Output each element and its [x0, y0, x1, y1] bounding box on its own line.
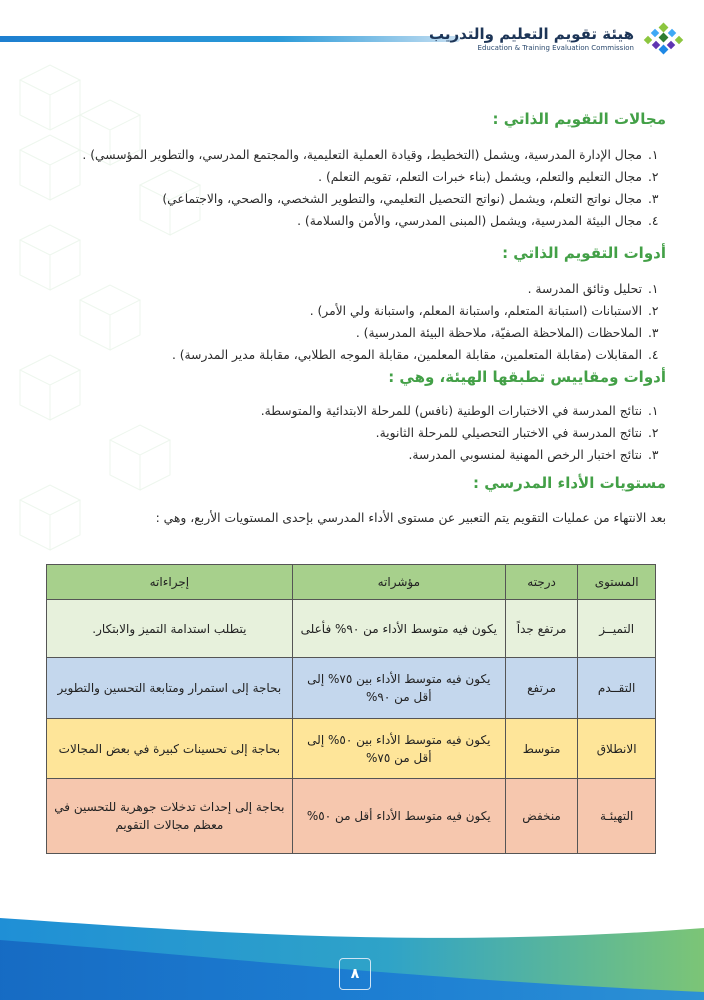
performance-levels-table — [46, 564, 656, 854]
section-title-commission-tools: أدوات ومقاييس تطبقها الهيئة، وهي : — [388, 368, 666, 386]
column-header-actions: إجراءاته — [47, 565, 293, 600]
action-cell: يتطلب استدامة التميز والابتكار. — [47, 600, 293, 658]
indicator-cell: يكون فيه متوسط الأداء من ٩٠% فأعلى — [292, 600, 505, 658]
degree-cell: مرتفع — [505, 658, 577, 719]
column-header-level: المستوى — [578, 565, 656, 600]
logo-leaves-icon — [642, 22, 686, 56]
org-name-arabic: هيئة تقويم التعليم والتدريب — [428, 24, 634, 43]
list-item: ٢. الاستبانات (استبانة المتعلم، واستبانة المعلم، واستبانة ولي الأمر) . — [309, 304, 659, 318]
section-title-evaluation-tools: أدوات التقويم الذاتي : — [502, 244, 666, 262]
header-accent-bar — [0, 36, 460, 42]
list-item: ٢. مجال التعليم والتعلم، ويشمل (بناء خبرات التعلم، تقويم التعلم) . — [318, 170, 659, 184]
org-logo — [429, 22, 686, 56]
evaluation-domains-list — [70, 144, 666, 232]
level-cell: التقــدم — [578, 658, 656, 719]
action-cell: بحاجة إلى استمرار ومتابعة التحسين والتطوير — [47, 658, 293, 719]
list-item: ٢. نتائج المدرسة في الاختبار التحصيلي للمرحلة الثانوية. — [375, 426, 659, 440]
logo-text — [429, 26, 634, 53]
degree-cell: متوسط — [505, 719, 577, 779]
indicator-cell: يكون فيه متوسط الأداء بين ٧٥% إلى أقل من ٩٠% — [292, 658, 505, 719]
list-item: ٣. الملاحظات (الملاحظة الصفيّة، ملاحظة البيئة المدرسية) . — [355, 326, 659, 340]
indicator-cell: يكون فيه متوسط الأداء بين ٥٠% إلى أقل من ٧٥% — [292, 719, 505, 779]
level-cell: التميــز — [578, 600, 656, 658]
list-item: ٤. مجال البيئة المدرسية، ويشمل (المبنى المدرسي، والأمن والسلامة) . — [297, 214, 659, 228]
list-item: ١. تحليل وثائق المدرسة . — [527, 282, 659, 296]
section-title-evaluation-domains: مجالات التقويم الذاتي : — [492, 110, 666, 128]
page-content — [70, 108, 666, 528]
list-item: ١. مجال الإدارة المدرسية، ويشمل (التخطيط، وقيادة العملية التعليمية، والمجتمع المدرسي، والتطوير المؤسسي) . — [82, 148, 659, 162]
list-item: ١. نتائج المدرسة في الاختبارات الوطنية (نافس) للمرحلة الابتدائية والمتوسطة. — [260, 404, 659, 418]
level-cell: الانطلاق — [578, 719, 656, 779]
list-item: ٣. مجال نواتج التعلم، ويشمل (نواتج التحصيل التعليمي، والتطوير الشخصي، والصحي، والاجتماعي) — [162, 192, 659, 206]
table-row — [47, 600, 656, 658]
page-number: ٨ — [339, 958, 371, 990]
table-row — [47, 658, 656, 719]
level-cell: التهيئـة — [578, 779, 656, 854]
column-header-indicators: مؤشراته — [292, 565, 505, 600]
evaluation-tools-list — [70, 278, 666, 366]
degree-cell: مرتفع جداً — [505, 600, 577, 658]
table-header-row — [47, 565, 656, 600]
indicator-cell: يكون فيه متوسط الأداء أقل من ٥٠% — [292, 779, 505, 854]
action-cell: بحاجة إلى إحداث تدخلات جوهرية للتحسين في معظم مجالات التقويم — [47, 779, 293, 854]
column-header-degree: درجته — [505, 565, 577, 600]
action-cell: بحاجة إلى تحسينات كبيرة في بعض المجالات — [47, 719, 293, 779]
table-row — [47, 719, 656, 779]
section-title-performance-levels: مستويات الأداء المدرسي : — [473, 474, 666, 492]
list-item: ٤. المقابلات (مقابلة المتعلمين، مقابلة المعلمين، مقابلة الموجه الطلابي، مقابلة مدير المدرسة) . — [171, 348, 659, 362]
degree-cell: منخفض — [505, 779, 577, 854]
list-item: ٣. نتائج اختبار الرخص المهنية لمنسوبي المدرسة. — [408, 448, 659, 462]
commission-tools-list — [70, 400, 666, 466]
table-row — [47, 779, 656, 854]
org-name-english: Education & Training Evaluation Commission — [477, 43, 634, 52]
performance-levels-intro: بعد الانتهاء من عمليات التقويم يتم التعبير عن مستوى الأداء المدرسي بإحدى المستويات الأربع، وهي : — [155, 511, 666, 525]
